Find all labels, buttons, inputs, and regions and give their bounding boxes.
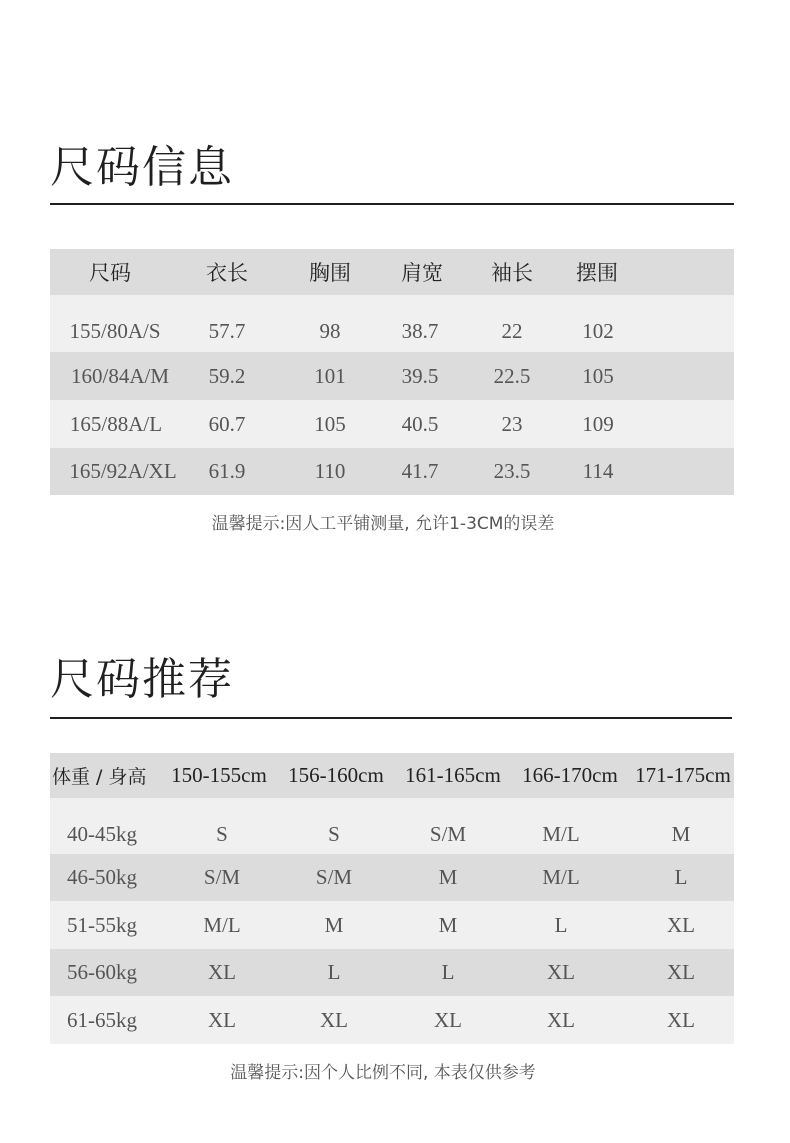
cell-weight: 61-65kg	[67, 1007, 137, 1032]
cell-chest: 110	[314, 459, 346, 483]
cell-size: M	[438, 865, 458, 889]
table-row	[50, 448, 734, 495]
size-recommend-divider	[50, 717, 732, 719]
table-row	[50, 352, 734, 400]
cell-size: L	[674, 865, 688, 889]
cell-size: L	[327, 960, 341, 984]
table-row	[50, 400, 734, 448]
size-info-divider	[50, 203, 734, 205]
cell-size: 165/92A/XL	[69, 459, 177, 483]
size-info-note: 温馨提示:因人工平铺测量, 允许1-3CM的误差	[211, 514, 555, 534]
header-height-3: 161-165cm	[405, 763, 501, 787]
header-height-5: 171-175cm	[635, 763, 731, 787]
table-row	[50, 901, 734, 949]
cell-shoulder: 39.5	[401, 363, 439, 388]
cell-size: S/M	[429, 821, 467, 846]
header-shoulder: 肩宽	[401, 261, 443, 285]
cell-size: XL	[667, 912, 695, 937]
header-size: 尺码	[89, 261, 131, 285]
cell-hem: 105	[582, 363, 614, 388]
cell-chest: 105	[314, 411, 346, 436]
cell-length: 61.9	[208, 459, 246, 483]
cell-size: XL	[547, 1007, 575, 1032]
cell-size: 165/88A/L	[69, 411, 163, 436]
cell-size: S	[328, 821, 340, 846]
cell-size: L	[554, 912, 568, 937]
cell-weight: 46-50kg	[67, 865, 137, 889]
cell-length: 59.2	[208, 363, 246, 388]
cell-sleeve: 23.5	[493, 459, 531, 483]
cell-size: XL	[547, 960, 575, 984]
cell-size: XL	[667, 960, 695, 984]
size-recommend-note: 温馨提示:因个人比例不同, 本表仅供参考	[230, 1063, 536, 1083]
cell-shoulder: 40.5	[401, 411, 439, 436]
table-row	[50, 798, 734, 854]
cell-hem: 102	[582, 319, 614, 343]
header-height-2: 156-160cm	[288, 763, 384, 787]
cell-size: XL	[208, 960, 236, 984]
cell-weight: 51-55kg	[67, 912, 137, 937]
cell-shoulder: 38.7	[401, 319, 439, 343]
cell-sleeve: 23	[501, 411, 523, 436]
cell-hem: 114	[582, 459, 614, 483]
size-recommend-header-row	[50, 753, 734, 798]
cell-shoulder: 41.7	[401, 459, 439, 483]
header-weight-height: 体重 / 身高	[52, 766, 147, 788]
header-sleeve: 袖长	[491, 261, 533, 285]
cell-weight: 56-60kg	[67, 960, 137, 984]
cell-size: S/M	[315, 865, 353, 889]
cell-weight: 40-45kg	[67, 821, 137, 846]
cell-size: S	[216, 821, 228, 846]
size-recommend-table	[50, 753, 734, 1044]
cell-size: M/L	[542, 821, 580, 846]
table-row	[50, 949, 734, 996]
cell-size: M	[671, 821, 691, 846]
cell-size: M/L	[542, 865, 580, 889]
cell-chest: 98	[319, 319, 341, 343]
table-row	[50, 996, 734, 1044]
table-row	[50, 295, 734, 352]
header-length: 衣长	[206, 261, 248, 285]
header-height-1: 150-155cm	[171, 763, 267, 787]
cell-size: S/M	[203, 865, 241, 889]
size-info-header-row	[50, 249, 734, 295]
table-row	[50, 854, 734, 901]
cell-length: 57.7	[208, 319, 246, 343]
cell-chest: 101	[314, 363, 346, 388]
size-info-table	[50, 249, 734, 495]
cell-size: 160/84A/M	[70, 363, 169, 388]
header-hem: 摆围	[576, 261, 618, 285]
cell-size: XL	[320, 1007, 348, 1032]
cell-size: L	[441, 960, 455, 984]
cell-size: M	[324, 912, 344, 937]
cell-size: XL	[208, 1007, 236, 1032]
cell-size: 155/80A/S	[69, 319, 161, 343]
cell-hem: 109	[582, 411, 614, 436]
cell-sleeve: 22.5	[493, 363, 531, 388]
header-height-4: 166-170cm	[522, 763, 618, 787]
cell-size: M/L	[203, 912, 241, 937]
size-recommend-title: 尺码推荐	[50, 654, 234, 705]
size-info-title: 尺码信息	[50, 142, 234, 193]
header-chest: 胸围	[309, 261, 351, 285]
cell-sleeve: 22	[501, 319, 523, 343]
cell-size: XL	[667, 1007, 695, 1032]
cell-length: 60.7	[208, 411, 246, 436]
cell-size: M	[438, 912, 458, 937]
cell-size: XL	[434, 1007, 462, 1032]
